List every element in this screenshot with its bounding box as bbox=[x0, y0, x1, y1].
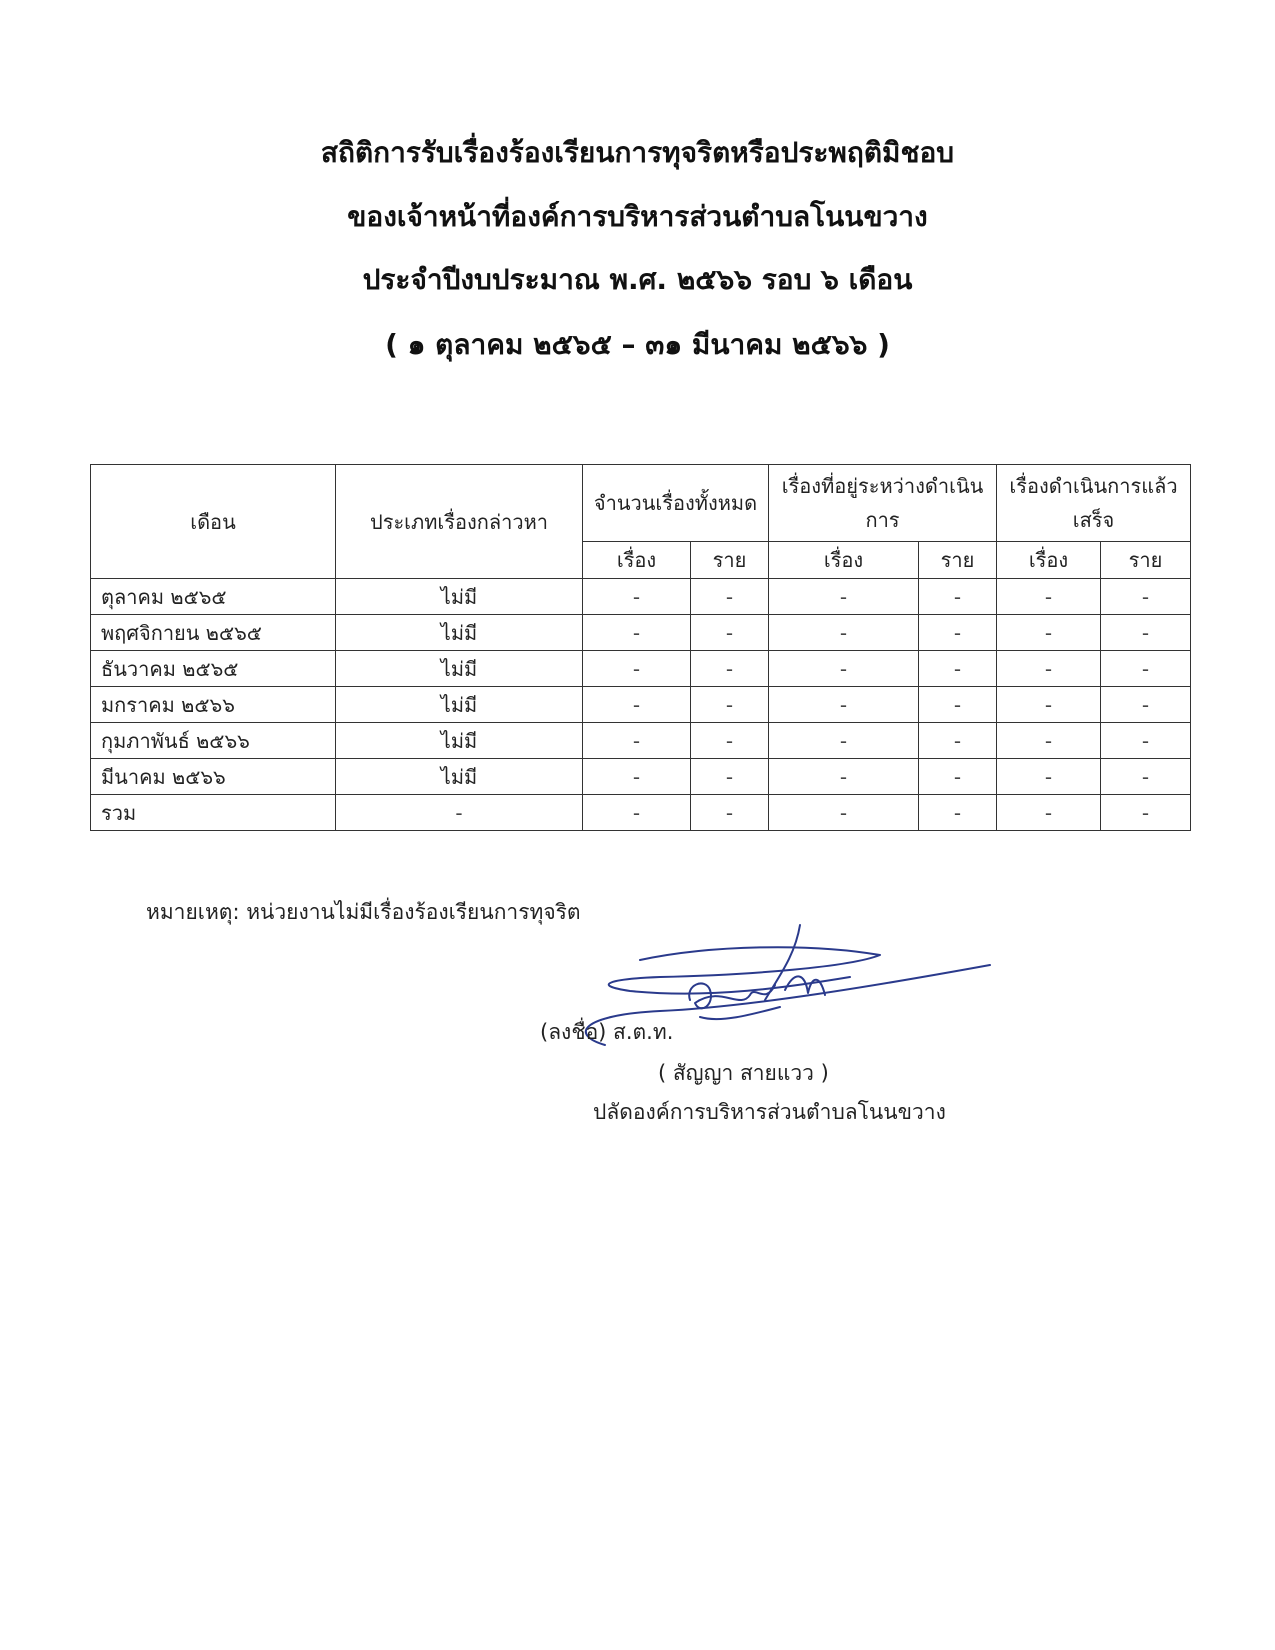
row-done-item: - bbox=[1101, 651, 1191, 687]
row-pending-case: - bbox=[769, 651, 919, 687]
subheader-pending-case: เรื่อง bbox=[769, 542, 919, 579]
table-row bbox=[91, 723, 1191, 759]
row-pending-item: - bbox=[919, 579, 997, 615]
row-pending-item: - bbox=[919, 615, 997, 651]
row-pending-case: - bbox=[769, 687, 919, 723]
row-pending-case: - bbox=[769, 759, 919, 795]
subheader-done-item: ราย bbox=[1101, 542, 1191, 579]
row-total-item: - bbox=[691, 723, 769, 759]
row-done-item: - bbox=[1101, 687, 1191, 723]
row-pending-item: - bbox=[919, 723, 997, 759]
table-row bbox=[91, 759, 1191, 795]
header-done: เรื่องดำเนินการแล้วเสร็จ bbox=[997, 465, 1191, 542]
row-done-case: - bbox=[997, 759, 1101, 795]
row-month: รวม bbox=[91, 795, 336, 831]
header-total: จำนวนเรื่องทั้งหมด bbox=[583, 465, 769, 542]
row-total-case: - bbox=[583, 723, 691, 759]
row-total-case: - bbox=[583, 579, 691, 615]
row-pending-case: - bbox=[769, 795, 919, 831]
row-month: มีนาคม ๒๕๖๖ bbox=[91, 759, 336, 795]
header-month: เดือน bbox=[91, 465, 336, 579]
row-type: ไม่มี bbox=[336, 723, 583, 759]
row-done-case: - bbox=[997, 687, 1101, 723]
row-done-case: - bbox=[997, 651, 1101, 687]
title-line-3: ประจำปีงบประมาณ พ.ศ. ๒๕๖๖ รอบ ๖ เดือน bbox=[362, 263, 913, 296]
row-month: ตุลาคม ๒๕๖๕ bbox=[91, 579, 336, 615]
row-pending-item: - bbox=[919, 759, 997, 795]
row-total-case: - bbox=[583, 759, 691, 795]
row-month: พฤศจิกายน ๒๕๖๕ bbox=[91, 615, 336, 651]
row-pending-case: - bbox=[769, 579, 919, 615]
row-done-item: - bbox=[1101, 759, 1191, 795]
row-total-item: - bbox=[691, 615, 769, 651]
table-row bbox=[91, 615, 1191, 651]
row-pending-case: - bbox=[769, 723, 919, 759]
row-total-case: - bbox=[583, 615, 691, 651]
subheader-done-case: เรื่อง bbox=[997, 542, 1101, 579]
row-month: กุมภาพันธ์ ๒๕๖๖ bbox=[91, 723, 336, 759]
row-done-item: - bbox=[1101, 579, 1191, 615]
row-total-item: - bbox=[691, 687, 769, 723]
title-line-2: ของเจ้าหน้าที่องค์การบริหารส่วนตำบลโนนขวาง bbox=[347, 200, 928, 233]
row-type: ไม่มี bbox=[336, 615, 583, 651]
row-done-item: - bbox=[1101, 795, 1191, 831]
row-total-case: - bbox=[583, 687, 691, 723]
row-total-case: - bbox=[583, 795, 691, 831]
row-month: ธันวาคม ๒๕๖๕ bbox=[91, 651, 336, 687]
row-done-item: - bbox=[1101, 615, 1191, 651]
complaint-statistics-table bbox=[90, 464, 1191, 831]
row-done-case: - bbox=[997, 723, 1101, 759]
row-pending-item: - bbox=[919, 795, 997, 831]
row-total-item: - bbox=[691, 579, 769, 615]
title-line-1: สถิติการรับเรื่องร้องเรียนการทุจริตหรือประพฤติมิชอบ bbox=[320, 136, 955, 169]
signature-label: (ลงชื่อ) ส.ต.ท. bbox=[540, 1020, 674, 1044]
signer-position: ปลัดองค์การบริหารส่วนตำบลโนนขวาง bbox=[593, 1100, 946, 1124]
handwritten-signature bbox=[550, 915, 1030, 1075]
row-type: ไม่มี bbox=[336, 759, 583, 795]
row-total-item: - bbox=[691, 759, 769, 795]
row-done-case: - bbox=[997, 579, 1101, 615]
table-row bbox=[91, 579, 1191, 615]
row-total-item: - bbox=[691, 651, 769, 687]
row-month: มกราคม ๒๕๖๖ bbox=[91, 687, 336, 723]
header-pending: เรื่องที่อยู่ระหว่างดำเนินการ bbox=[769, 465, 997, 542]
row-total-item: - bbox=[691, 795, 769, 831]
row-done-case: - bbox=[997, 615, 1101, 651]
signer-name: ( สัญญา สายแวว ) bbox=[658, 1061, 829, 1085]
row-total-case: - bbox=[583, 651, 691, 687]
subheader-total-item: ราย bbox=[691, 542, 769, 579]
row-type: ไม่มี bbox=[336, 579, 583, 615]
table-row bbox=[91, 651, 1191, 687]
row-type: - bbox=[336, 795, 583, 831]
row-pending-case: - bbox=[769, 615, 919, 651]
table-total-row bbox=[91, 795, 1191, 831]
subheader-pending-item: ราย bbox=[919, 542, 997, 579]
row-done-case: - bbox=[997, 795, 1101, 831]
row-done-item: - bbox=[1101, 723, 1191, 759]
row-pending-item: - bbox=[919, 651, 997, 687]
table-row bbox=[91, 687, 1191, 723]
header-type: ประเภทเรื่องกล่าวหา bbox=[336, 465, 583, 579]
title-line-4: ( ๑ ตุลาคม ๒๕๖๕ – ๓๑ มีนาคม ๒๕๖๖ ) bbox=[385, 328, 890, 361]
row-type: ไม่มี bbox=[336, 651, 583, 687]
row-pending-item: - bbox=[919, 687, 997, 723]
remark-note: หมายเหตุ: หน่วยงานไม่มีเรื่องร้องเรียนการทุจริต bbox=[146, 900, 581, 924]
subheader-total-case: เรื่อง bbox=[583, 542, 691, 579]
row-type: ไม่มี bbox=[336, 687, 583, 723]
